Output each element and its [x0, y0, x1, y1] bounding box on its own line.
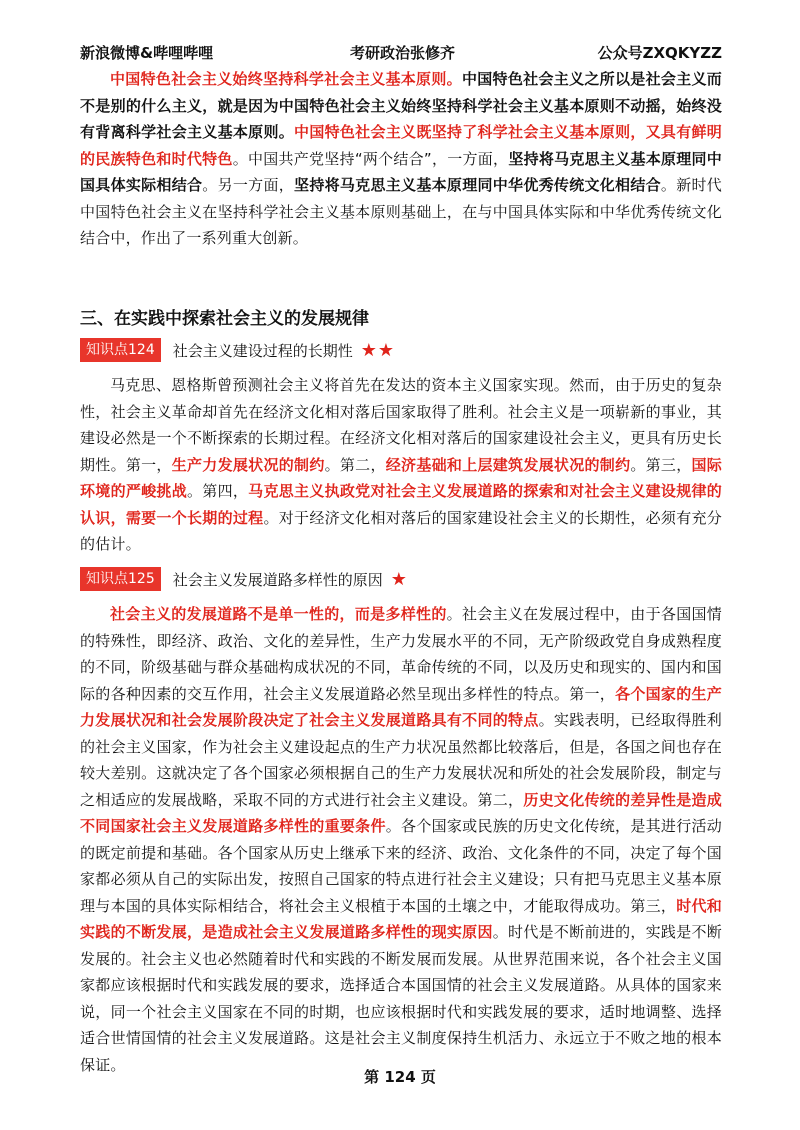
knowledge-point-tag: 知识点124 — [80, 338, 161, 362]
star-rating-icon: ★★ — [360, 339, 396, 361]
intro-text-3: 。新时代中国特色社会主义在坚持科学社会主义基本原则基础上，在与中国具体实际和中华优秀传统文化结合中，作出了一系列重大创新。 — [80, 176, 722, 247]
kp124-text-2: 。第二， — [324, 455, 386, 474]
star-rating-icon: ★ — [390, 568, 408, 590]
page-header — [80, 42, 722, 66]
knowledge-point-124-body — [80, 372, 722, 558]
kp125-text-4: 。时代是不断前进的，实践是不断发展的。社会主义也必然随着时代和实践的不断发展而发展。从世界范围来说，各个社会主义国家都应该根据时代和实践发展的要求，选择适合本国国情的社会主义发展道路。从具体的国家来说，同一个社会主义国家在不同的时期，也应该根据时代和实践发展的要求，适时地调整、选择适合世情国情的社会主义发展道路。这是社会主义制度保持生机活力、永远立于不败之地的根本保证。 — [80, 923, 722, 1074]
kp125-highlight-3: 时代和实践的不断发展，是造成社会主义发展道路多样性的现实原因 — [80, 896, 722, 941]
intro-text-1: 。中国共产党坚持“两个结合”，一方面， — [232, 149, 509, 168]
kp125-highlight-1: 各个国家的生产力发展状况和社会发展阶段决定了社会主义发展道路具有不同的特点 — [80, 684, 722, 729]
kp124-text-1: 马克思、恩格斯曾预测社会主义将首先在发达的资本主义国家实现。然而，由于历史的复杂性，社会主义革命却首先在经济文化相对落后国家取得了胜利。社会主义是一项崭新的事业，其建设必然是一个不断探索的长期过程。在经济文化相对落后的国家建设社会主义，更具有历史长期性。第一， — [80, 376, 722, 474]
intro-paragraph — [80, 66, 722, 252]
intro-bold-2: 坚持将马克思主义基本原理同中国具体实际相结合 — [80, 149, 722, 194]
intro-highlight-2: 中国特色社会主义既坚持了科学社会主义基本原则，又具有鲜明的民族特色和时代特色 — [80, 123, 722, 168]
kp124-text-3: 。第三， — [630, 455, 692, 474]
intro-text-2: 。另一方面， — [202, 176, 295, 194]
knowledge-point-tag: 知识点125 — [80, 567, 161, 591]
knowledge-point-125-body — [80, 601, 722, 1078]
kp125-highlight-0: 社会主义的发展道路不是单一性的，而是多样性的 — [110, 605, 447, 623]
intro-bold-1: 中国特色社会主义之所以是社会主义而不是别的什么主义，就是因为中国特色社会主义始终坚持科学社会主义基本原则不动摇，始终没有背离科学社会主义基本原则。 — [80, 70, 722, 141]
kp124-highlight-3: 国际环境的严峻挑战 — [80, 455, 723, 500]
header-author: 考研政治张修齐 — [350, 44, 456, 62]
kp125-text-1: 。社会主义在发展过程中，由于各国国情的特殊性，即经济、政治、文化的差异性，生产力发展水平的不同，无产阶级政党自身成熟程度的不同，阶级基础与群众基础构成状况的不同，革命传统的不同，以及历史和现实的、国内和国际的各种因素的交互作用，社会主义发展道路必然呈现出多样性的特点。第一， — [80, 605, 722, 703]
header-weibo-bilibili: 新浪微博&哔哩哔哩 — [80, 44, 214, 62]
page-number: 第 124 页 — [364, 1068, 436, 1086]
intro-highlight-1: 中国特色社会主义始终坚持科学社会主义基本原则。 — [110, 70, 462, 88]
kp124-highlight-4: 马克思主义执政党对社会主义发展道路的探索和对社会主义建设规律的认识，需要一个长期的过程 — [80, 482, 722, 527]
kp125-text-2: 。实践表明，已经取得胜利的社会主义国家，作为社会主义建设起点的生产力状况虽然都比较落后，但是，各国之间也存在较大差别。这就决定了各个国家必须根据自己的生产力发展状况和所处的社会发展阶段，制定与之相适应的发展战略，采取不同的方式进行社会主义建设。第二， — [80, 711, 722, 809]
kp124-text-4: 。第四， — [187, 482, 249, 500]
knowledge-point-125-heading — [80, 567, 408, 591]
header-wechat-account: 公众号ZXQKYZZ — [597, 44, 722, 62]
intro-bold-3: 坚持将马克思主义基本原理同中华优秀传统文化相结合 — [294, 176, 661, 194]
kp124-highlight-2: 经济基础和上层建筑发展状况的制约 — [385, 455, 631, 474]
knowledge-point-title: 社会主义发展道路多样性的原因 — [172, 570, 383, 589]
knowledge-point-title: 社会主义建设过程的长期性 — [172, 341, 353, 360]
knowledge-point-124-heading — [80, 338, 395, 362]
kp125-text-3: 。各个国家或民族的历史文化传统，是其进行活动的既定前提和基础。各个国家从历史上继承下来的经济、政治、文化条件的不同，决定了每个国家都必须从自己的实际出发，按照自己国家的特点进行社会主义建设；只有把马克思主义基本原理与本国的具体实际相结合，将社会主义根植于本国的土壤之中，才能取得成功。第三， — [80, 817, 722, 915]
section-title: 三、在实践中探索社会主义的发展规律 — [80, 309, 369, 329]
kp125-highlight-2: 历史文化传统的差异性是造成不同国家社会主义发展道路多样性的重要条件 — [80, 790, 722, 835]
kp124-text-5: 。对于经济文化相对落后的国家建设社会主义的长期性，必须有充分的估计。 — [80, 508, 722, 553]
kp124-highlight-1: 生产力发展状况的制约 — [171, 455, 325, 474]
